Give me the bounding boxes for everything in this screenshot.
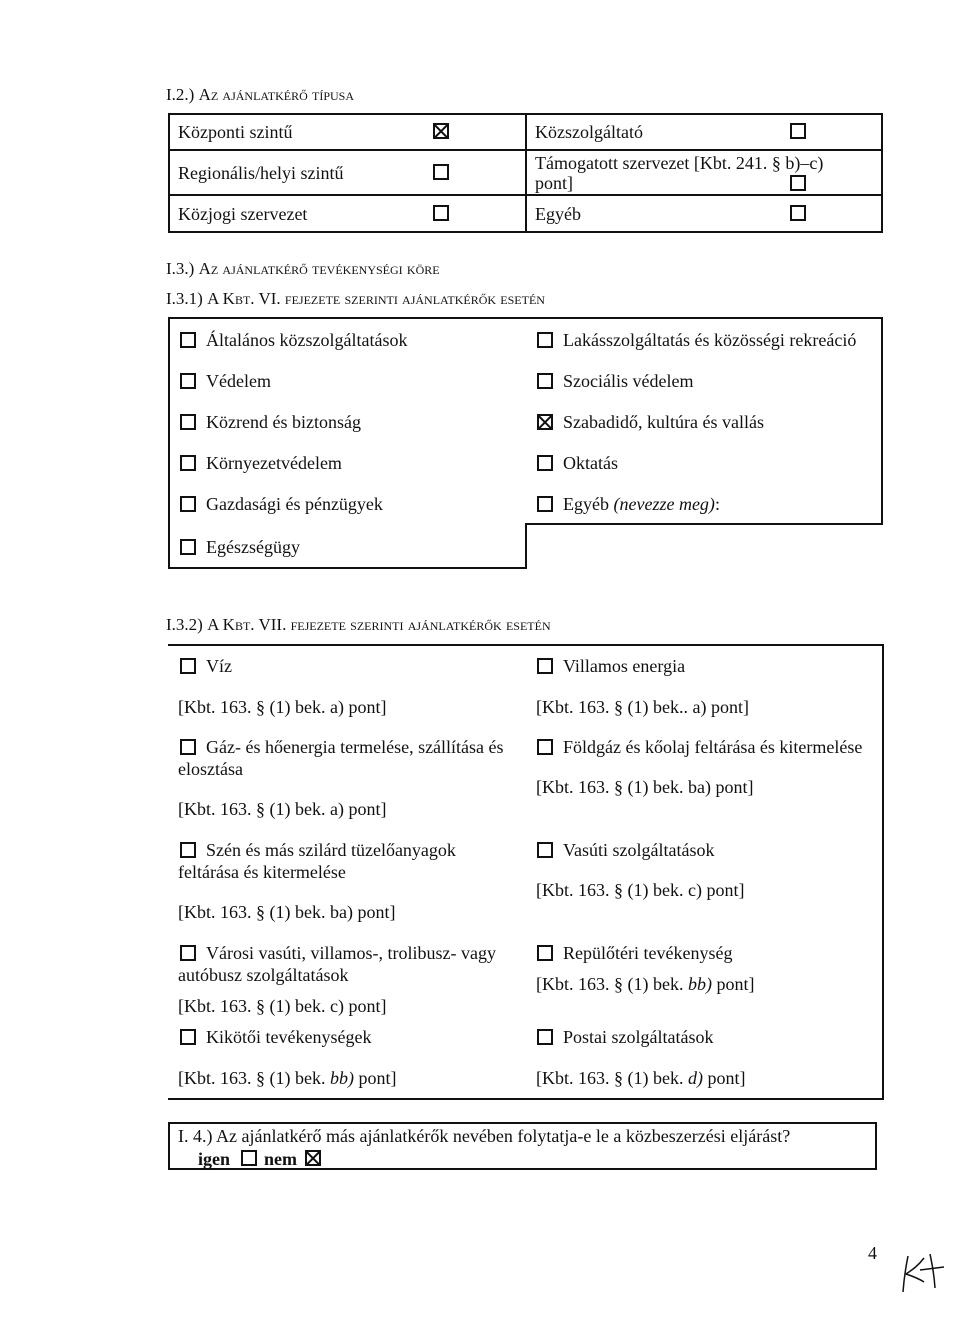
utility-ref: [Kbt. 163. § (1) bek. c) pont] [178,996,387,1016]
type-label-kozjogi: Közjogi szervezet [178,204,308,224]
activity-label: Lakásszolgáltatás és közösségi rekreáció [563,330,857,350]
utility-label: Földgáz és kőolaj feltárása és kitermelése [563,737,863,757]
checkbox-no[interactable] [305,1150,321,1166]
question-1-4 [178,1125,868,1147]
utility-frame-bottom [168,1098,884,1100]
type-table-row-line [168,149,883,151]
activity-frame-right [881,317,883,525]
activity-label: Szabadidő, kultúra és vallás [563,412,764,432]
checkbox[interactable] [537,373,553,389]
checkbox[interactable] [537,1029,553,1045]
section-heading-1-3-2 [166,614,551,635]
utility-label: Szén és más szilárd tüzelőanyagok [206,840,456,860]
heading-text: A Kbt. VII. fejezete szerinti ajánlatkérők esetén [207,615,551,634]
ref-pre: [Kbt. 163. § (1) bek. [178,1068,330,1088]
egyeb-suffix: : [714,494,720,514]
section-heading-1-3 [166,258,440,279]
type-label-tamogatott-2: pont] [535,173,573,193]
checkbox[interactable] [180,332,196,348]
activity-frame-step-vertical [525,523,527,569]
checkbox[interactable] [537,332,553,348]
ref-italic: d) [687,1068,703,1088]
type-label-kozponti: Központi szintű [178,122,293,142]
ref-post: pont] [711,974,755,994]
checkbox[interactable] [180,945,196,961]
heading-prefix: I.2.) [166,85,195,104]
heading-text: Az ajánlatkérő tevékenységi köre [198,259,440,278]
type-label-kozszolgaltato: Közszolgáltató [535,122,643,142]
checkbox[interactable] [537,496,553,512]
activity-label: Oktatás [563,453,618,473]
checkbox[interactable] [537,455,553,471]
question-text: Az ajánlatkérő más ajánlatkérők nevében folytatja-e le a közbeszerzési eljárást? [216,1126,791,1146]
utility-label: Kikötői tevékenységek [206,1027,372,1047]
checkbox[interactable] [180,842,196,858]
activity-label: Szociális védelem [563,371,694,391]
heading-prefix: I.3.2) [166,615,203,634]
utility-frame-top [168,644,884,646]
type-table-divider [525,113,527,233]
ref-pre: [Kbt. 163. § (1) bek. [536,974,688,994]
utility-label: Gáz- és hőenergia termelése, szállítása és [206,737,504,757]
egyeb-italic: (nevezze meg) [613,494,715,514]
activity-label: Egészségügy [206,537,300,557]
utility-label-line2: elosztása [178,759,243,779]
answer-yes-label: igen [198,1149,231,1169]
checkbox[interactable] [537,945,553,961]
checkbox-tamogatott[interactable] [790,175,806,191]
utility-ref: [Kbt. 163. § (1) bek. ba) pont] [178,902,396,922]
answer-no-label: nem [264,1149,297,1169]
heading-prefix: I.3.) [166,259,195,278]
checkbox[interactable] [180,414,196,430]
type-label-regionalis: Regionális/helyi szintű [178,163,344,183]
utility-label-line2: feltárása és kitermelése [178,862,346,882]
utility-label: Postai szolgáltatások [563,1027,714,1047]
checkbox[interactable] [537,842,553,858]
activity-label-egyeb [563,494,720,515]
checkbox[interactable] [180,1029,196,1045]
activity-frame-bottom [168,567,527,569]
checkbox-kozszolgaltato[interactable] [790,123,806,139]
checkbox-egyeb-type[interactable] [790,205,806,221]
activity-label: Környezetvédelem [206,453,342,473]
utility-ref: [Kbt. 163. § (1) bek.. a) pont] [536,697,749,717]
utility-ref: [Kbt. 163. § (1) bek. a) pont] [178,697,387,717]
checkbox[interactable] [537,658,553,674]
heading-text: Az ajánlatkérő típusa [198,85,355,104]
ref-post: pont] [353,1068,397,1088]
type-table-row-line [168,194,883,196]
checkbox[interactable] [537,739,553,755]
ref-post: pont] [702,1068,746,1088]
utility-ref: [Kbt. 163. § (1) bek. ba) pont] [536,777,754,797]
utility-ref [536,1068,745,1089]
utility-ref: [Kbt. 163. § (1) bek. c) pont] [536,880,745,900]
activity-frame-left [168,317,170,569]
checkbox[interactable] [537,414,553,430]
utility-ref [536,974,754,995]
utility-label: Víz [206,656,232,676]
checkbox-kozjogi[interactable] [433,205,449,221]
checkbox-yes[interactable] [241,1150,257,1166]
utility-label: Villamos energia [563,656,686,676]
ref-italic: bb) [329,1068,354,1088]
utility-ref: [Kbt. 163. § (1) bek. a) pont] [178,799,387,819]
checkbox[interactable] [180,539,196,555]
ref-italic: bb) [687,974,712,994]
checkbox[interactable] [180,739,196,755]
heading-prefix: I.3.1) [166,289,203,308]
page-number: 4 [868,1243,877,1263]
activity-frame-step [525,523,883,525]
section-heading-1-2 [166,84,354,105]
utility-label: Városi vasúti, villamos-, trolibusz- vagy [206,943,496,963]
utility-label: Vasúti szolgáltatások [563,840,715,860]
checkbox[interactable] [180,455,196,471]
initials-signature [898,1248,948,1298]
checkbox[interactable] [180,496,196,512]
activity-label: Általános közszolgáltatások [206,330,408,350]
checkbox-kozponti[interactable] [433,123,449,139]
activity-label: Gazdasági és pénzügyek [206,494,383,514]
utility-label: Repülőtéri tevékenység [563,943,733,963]
checkbox-regionalis[interactable] [433,164,449,180]
question-prefix: I. 4.) [178,1126,213,1146]
egyeb-label: Egyéb [563,494,609,514]
type-label-egyeb: Egyéb [535,204,581,224]
heading-text: A Kbt. VI. fejezete szerinti ajánlatkérők esetén [207,289,545,308]
checkbox[interactable] [180,373,196,389]
activity-label: Közrend és biztonság [206,412,361,432]
utility-frame-right [882,644,884,1100]
activity-frame-top [168,317,883,319]
utility-label-line2: autóbusz szolgáltatások [178,965,349,985]
section-heading-1-3-1 [166,288,545,309]
ref-pre: [Kbt. 163. § (1) bek. [536,1068,688,1088]
type-label-tamogatott-1: Támogatott szervezet [Kbt. 241. § b)–c) [535,153,824,173]
checkbox[interactable] [180,658,196,674]
utility-ref [178,1068,396,1089]
activity-label: Védelem [206,371,271,391]
